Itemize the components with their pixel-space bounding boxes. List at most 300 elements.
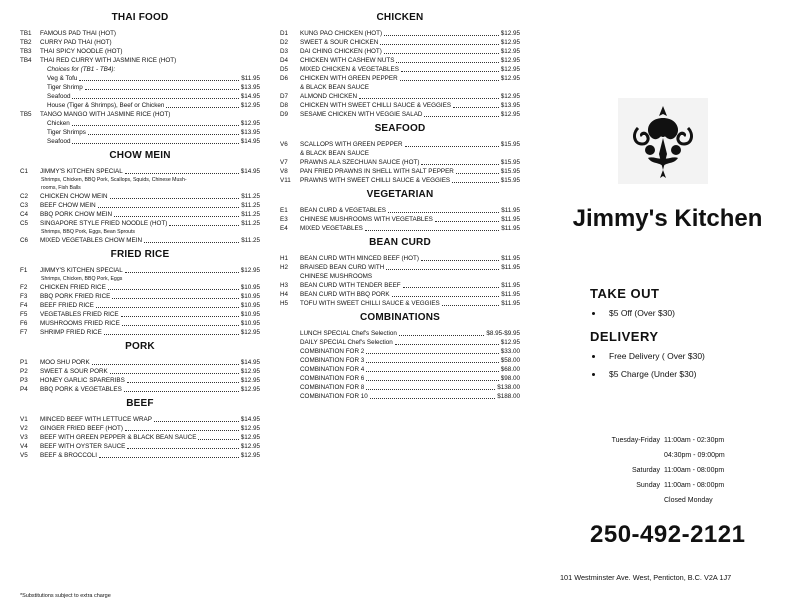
menu-item — [280, 263, 520, 272]
menu-column-left — [20, 12, 260, 460]
item-name: BEEF CHOW MEIN — [40, 202, 96, 209]
dot-leader — [384, 29, 499, 36]
item-name: BEAN CURD WITH MINCED BEEF (HOT) — [300, 255, 419, 262]
item-code: H5 — [280, 300, 289, 307]
menu-section — [280, 237, 520, 308]
item-name: CHINESE MUSHROOMS WITH VEGETABLES — [300, 216, 433, 223]
item-price: $8.95-$9.95 — [486, 330, 520, 337]
dot-leader — [124, 385, 239, 392]
hours-time: Closed Monday — [664, 497, 713, 504]
item-price: $15.95 — [500, 168, 520, 175]
dot-leader — [72, 119, 239, 126]
item-code: C1 — [20, 168, 29, 175]
dot-leader — [125, 424, 239, 431]
item-price: $11.25 — [241, 237, 260, 244]
bullet-icon — [592, 355, 595, 358]
menu-item — [280, 290, 520, 299]
item-code: D1 — [280, 30, 289, 37]
menu-item — [280, 110, 520, 119]
dot-leader — [359, 92, 499, 99]
item-code — [280, 347, 300, 356]
dot-leader — [198, 433, 238, 440]
item-name: Veg & Tofu — [47, 75, 78, 82]
menu-item — [20, 110, 260, 119]
hours-time: 04:30pm - 09:00pm — [664, 452, 725, 459]
hours-time: 11:00am - 08:00pm — [664, 467, 725, 474]
item-code: C2 — [20, 193, 29, 200]
delivery-item: $5 Charge (Under $30) — [592, 369, 696, 379]
menu-column-middle — [280, 12, 520, 401]
menu-item — [280, 176, 520, 185]
item-description: Shrimps, Chicken, BBQ Pork, Eggs — [41, 276, 123, 282]
item-name: COMBINATION FOR 8 — [300, 384, 365, 391]
item-price: $15.95 — [500, 141, 520, 148]
item-name: DAI CHING CHICKEN (HOT) — [300, 48, 382, 55]
dot-leader — [108, 283, 239, 290]
item-price: $11.95 — [501, 255, 520, 262]
dot-leader — [388, 206, 499, 213]
menu-item — [280, 356, 520, 365]
menu-item — [280, 74, 520, 83]
item-code: V3 — [20, 434, 28, 441]
item-price: $12.95 — [240, 267, 260, 274]
item-code: TB3 — [20, 48, 32, 55]
menu-item — [280, 299, 520, 308]
item-price: $12.95 — [240, 443, 260, 450]
dot-leader — [154, 415, 239, 422]
dot-leader — [405, 140, 499, 147]
menu-item — [20, 367, 260, 376]
section-title: SEAFOOD — [374, 123, 426, 134]
item-name: PAN FRIED PRAWNS IN SHELL WITH SALT PEPPER — [300, 168, 454, 175]
dot-leader — [104, 328, 239, 335]
menu-item — [280, 215, 520, 224]
item-code: C4 — [20, 211, 29, 218]
dot-leader — [127, 442, 238, 449]
item-name: & BLACK BEAN SAUCE — [300, 150, 369, 157]
item-price: $12.95 — [240, 425, 260, 432]
footnote: *Substitutions subject to extra charge — [20, 593, 111, 599]
item-name: HONEY GARLIC SPARERIBS — [40, 377, 125, 384]
dot-leader — [85, 83, 239, 90]
menu-item — [280, 392, 520, 401]
menu-item — [280, 383, 520, 392]
hours-time: 11:00am - 02:30pm — [664, 437, 725, 444]
item-price: $12.95 — [240, 452, 260, 459]
item-price: $12.95 — [500, 75, 520, 82]
item-price: $10.95 — [240, 302, 260, 309]
item-code — [280, 356, 300, 365]
item-price: $98.00 — [500, 375, 520, 382]
menu-item — [20, 283, 260, 292]
menu-item — [20, 119, 260, 128]
item-name: SCALLOPS WITH GREEN PEPPER — [300, 141, 403, 148]
item-price: $12.95 — [500, 93, 520, 100]
menu-item — [280, 47, 520, 56]
takeout-item: $5 Off (Over $30) — [592, 308, 675, 318]
hours-row — [560, 493, 760, 508]
section-title: PORK — [125, 341, 155, 352]
item-name: MUSHROOMS FRIED RICE — [40, 320, 120, 327]
item-price: $58.00 — [500, 357, 520, 364]
item-price: $13.95 — [240, 129, 260, 136]
item-price: $11.95 — [501, 264, 520, 271]
item-code: V8 — [280, 168, 288, 175]
item-name: PRAWNS ALA SZECHUAN SAUCE (HOT) — [300, 159, 420, 166]
dot-leader — [166, 101, 238, 108]
hours-row — [560, 433, 760, 448]
dot-leader — [424, 110, 498, 117]
menu-item — [20, 47, 260, 56]
menu-item — [20, 358, 260, 367]
dot-leader — [442, 299, 499, 306]
dot-leader — [79, 74, 239, 81]
item-name: COMBINATION FOR 6 — [300, 375, 365, 382]
menu-item — [280, 329, 520, 338]
item-name: JIMMY'S KITCHEN SPECIAL — [40, 168, 123, 175]
item-code: E1 — [280, 207, 288, 214]
item-code: D3 — [280, 48, 289, 55]
item-price: $14.95 — [240, 416, 260, 423]
item-code — [280, 83, 300, 92]
item-price: $68.00 — [500, 366, 520, 373]
choices-note: Choices for (TB1 - TB4): — [47, 66, 116, 73]
item-code: V11 — [280, 177, 291, 184]
item-price: $11.95 — [241, 75, 260, 82]
item-name: THAI SPICY NOODLE (HOT) — [40, 48, 123, 55]
item-price: $12.95 — [500, 66, 520, 73]
section-title: CHICKEN — [376, 12, 424, 23]
hours-row — [560, 478, 760, 493]
item-name: SINGAPORE STYLE FRIED NOODLE (HOT) — [40, 220, 168, 227]
item-code: H4 — [280, 291, 289, 298]
dot-leader — [399, 329, 485, 336]
item-name: Seafood — [47, 138, 71, 145]
menu-item — [280, 206, 520, 215]
dot-leader — [370, 392, 495, 399]
dot-leader — [127, 376, 239, 383]
dot-leader — [110, 367, 239, 374]
item-name: CHICKEN WITH SWEET CHILLI SAUCE & VEGGIES — [300, 102, 452, 109]
item-code: E4 — [280, 225, 288, 232]
menu-section — [280, 189, 520, 233]
item-price: $13.95 — [240, 84, 260, 91]
item-price: $12.95 — [240, 377, 260, 384]
hours-time: 11:00am - 08:00pm — [664, 482, 725, 489]
dot-leader — [72, 137, 238, 144]
floral-ornament-icon — [618, 98, 708, 184]
item-name: VEGETABLES FRIED RICE — [40, 311, 119, 318]
item-code: TB1 — [20, 30, 32, 37]
hours-day: Saturday — [631, 467, 660, 474]
item-code — [280, 149, 300, 158]
item-name: SESAME CHICKEN WITH VEGGIE SALAD — [300, 111, 423, 118]
item-code: F2 — [20, 284, 28, 291]
item-code: F7 — [20, 329, 28, 336]
item-price: $12.95 — [240, 386, 260, 393]
item-name: BRAISED BEAN CURD WITH — [300, 264, 385, 271]
item-name: BEEF & BROCCOLI — [40, 452, 98, 459]
item-name: FAMOUS PAD THAI (HOT) — [40, 30, 117, 37]
dot-leader — [112, 292, 238, 299]
menu-item — [280, 338, 520, 347]
menu-item — [280, 56, 520, 65]
item-price: $12.95 — [500, 48, 520, 55]
menu-item — [20, 56, 260, 65]
item-code: TB4 — [20, 57, 32, 64]
item-price: $11.25 — [241, 202, 260, 209]
item-name: TANGO MANGO WITH JASMINE RICE (HOT) — [40, 111, 171, 118]
menu-item — [280, 149, 520, 158]
item-description: rooms, Fish Balls — [41, 185, 81, 191]
item-code: F5 — [20, 311, 28, 318]
delivery-heading: DELIVERY — [590, 329, 659, 344]
dot-leader — [421, 254, 499, 261]
item-code: V2 — [20, 425, 28, 432]
item-price: $11.95 — [501, 225, 520, 232]
item-code: H1 — [280, 255, 289, 262]
item-price: $12.95 — [240, 329, 260, 336]
item-code: V6 — [280, 141, 288, 148]
item-name: CHINESE MUSHROOMS — [300, 273, 373, 280]
menu-item — [20, 219, 260, 228]
item-code: H2 — [280, 264, 289, 271]
dot-leader — [114, 210, 239, 217]
dot-leader — [125, 167, 239, 174]
dot-leader — [144, 236, 239, 243]
menu-item — [20, 424, 260, 433]
item-price: $11.25 — [241, 211, 260, 218]
menu-item — [20, 328, 260, 337]
menu-item — [280, 374, 520, 383]
item-price: $14.95 — [240, 359, 260, 366]
hours-day — [560, 448, 664, 463]
dot-leader — [366, 347, 498, 354]
menu-section — [280, 312, 520, 401]
item-name: Seafood — [47, 93, 71, 100]
menu-section — [20, 12, 260, 146]
item-name: BEEF WITH GREEN PEPPER & BLACK BEAN SAUCE — [40, 434, 197, 441]
dot-leader — [98, 201, 240, 208]
item-code — [280, 329, 300, 338]
address: 101 Westminster Ave. West, Penticton, B.C. V2A 1J7 — [560, 573, 732, 582]
item-code — [280, 374, 300, 383]
dot-leader — [452, 176, 499, 183]
menu-item — [20, 201, 260, 210]
restaurant-name: Jimmy's Kitchen — [572, 205, 763, 232]
dot-leader — [453, 101, 499, 108]
item-price: $12.95 — [240, 368, 260, 375]
item-price: $14.95 — [240, 138, 260, 145]
menu-item — [280, 65, 520, 74]
item-code: D5 — [280, 66, 289, 73]
menu-item — [280, 224, 520, 233]
bullet-icon — [592, 373, 595, 376]
item-name: BEAN CURD & VEGETABLES — [300, 207, 386, 214]
item-name: SWEET & SOUR CHICKEN — [300, 39, 379, 46]
item-name: BBQ PORK & VEGETABLES — [40, 386, 122, 393]
dot-leader — [366, 365, 498, 372]
item-name: MIXED CHICKEN & VEGETABLES — [300, 66, 399, 73]
item-price: $12.95 — [240, 120, 260, 127]
item-name: SHRIMP FRIED RICE — [40, 329, 102, 336]
item-code: P4 — [20, 386, 28, 393]
takeout-heading: TAKE OUT — [590, 286, 660, 301]
menu-item — [20, 301, 260, 310]
item-name: MIXED VEGETABLES — [300, 225, 363, 232]
dot-leader — [380, 38, 498, 45]
item-name: & BLACK BEAN SAUCE — [300, 84, 369, 91]
menu-item — [20, 385, 260, 394]
opening-hours — [560, 433, 760, 508]
hours-row — [560, 463, 760, 478]
section-title: BEEF — [126, 398, 154, 409]
hours-day: Sunday — [636, 482, 660, 489]
hours-day: Tuesday-Friday — [611, 437, 660, 444]
item-code — [280, 365, 300, 374]
item-description: Shrimps, BBQ Pork, Eggs, Bean Sprouts — [41, 229, 135, 235]
item-name: BEEF WITH OYSTER SAUCE — [40, 443, 126, 450]
section-title: BEAN CURD — [369, 237, 431, 248]
item-code — [280, 272, 300, 281]
menu-item — [20, 415, 260, 424]
item-code: P3 — [20, 377, 28, 384]
delivery-item: Free Delivery ( Over $30) — [592, 351, 705, 361]
dot-leader — [169, 219, 239, 226]
item-price: $10.95 — [240, 284, 260, 291]
item-code: F3 — [20, 293, 28, 300]
item-price: $10.95 — [240, 293, 260, 300]
item-price: $10.95 — [240, 320, 260, 327]
item-name: ALMOND CHICKEN — [300, 93, 358, 100]
item-code: C6 — [20, 237, 29, 244]
item-code: C3 — [20, 202, 29, 209]
menu-item — [280, 281, 520, 290]
item-price: $138.00 — [497, 384, 520, 391]
item-price: $15.95 — [500, 159, 520, 166]
menu-item — [20, 376, 260, 385]
dot-leader — [435, 215, 499, 222]
dot-leader — [121, 310, 239, 317]
item-price: $12.95 — [500, 57, 520, 64]
menu-item — [20, 442, 260, 451]
item-name: COMBINATION FOR 2 — [300, 348, 365, 355]
item-code: H3 — [280, 282, 289, 289]
item-name: CURRY PAD THAI (HOT) — [40, 39, 112, 46]
menu-item — [20, 451, 260, 460]
menu-item — [280, 29, 520, 38]
dot-leader — [401, 65, 499, 72]
item-price: $188.00 — [497, 393, 520, 400]
menu-item — [20, 292, 260, 301]
item-name: JIMMY'S KITCHEN SPECIAL — [40, 267, 123, 274]
item-code: F4 — [20, 302, 28, 309]
menu-item — [20, 167, 260, 176]
item-code: TB2 — [20, 39, 32, 46]
item-name: DAILY SPECIAL Chef's Selection — [300, 339, 393, 346]
dot-leader — [366, 383, 495, 390]
item-price: $15.95 — [500, 177, 520, 184]
hours-row — [560, 448, 760, 463]
menu-item — [20, 92, 260, 101]
item-price: $11.95 — [501, 216, 520, 223]
item-price: $11.25 — [241, 220, 260, 227]
menu-item — [20, 101, 260, 110]
menu-item — [20, 192, 260, 201]
item-name: COMBINATION FOR 4 — [300, 366, 365, 373]
item-price: $13.95 — [500, 102, 520, 109]
item-name: COMBINATION FOR 10 — [300, 393, 368, 400]
dot-leader — [384, 47, 499, 54]
item-code: D4 — [280, 57, 289, 64]
section-title: THAI FOOD — [111, 12, 169, 23]
item-code: C5 — [20, 220, 29, 227]
item-name: BEEF FRIED RICE — [40, 302, 94, 309]
dot-leader — [365, 224, 499, 231]
item-code: D8 — [280, 102, 289, 109]
item-code: V4 — [20, 443, 28, 450]
item-name: MINCED BEEF WITH LETTUCE WRAP — [40, 416, 152, 423]
hours-day — [560, 493, 664, 508]
menu-section — [20, 150, 260, 245]
menu-item — [20, 236, 260, 245]
item-name: BEAN CURD WITH TENDER BEEF — [300, 282, 401, 289]
section-title: VEGETARIAN — [366, 189, 434, 200]
item-price: $12.95 — [240, 434, 260, 441]
item-price: $11.25 — [241, 193, 260, 200]
menu-section — [20, 398, 260, 460]
item-name: CHICKEN WITH CASHEW NUTS — [300, 57, 395, 64]
item-code: P2 — [20, 368, 28, 375]
section-title: CHOW MEIN — [109, 150, 171, 161]
item-code: V1 — [20, 416, 28, 423]
item-name: GINGER FRIED BEEF (HOT) — [40, 425, 123, 432]
item-name: PRAWNS WITH SWEET CHILLI SAUCE & VEGGIES — [300, 177, 451, 184]
item-name: SWEET & SOUR PORK — [40, 368, 108, 375]
menu-item — [20, 137, 260, 146]
item-name: House (Tiger & Shrimps), Beef or Chicken — [47, 102, 165, 109]
bullet-icon — [592, 312, 595, 315]
menu-item — [20, 83, 260, 92]
dot-leader — [125, 266, 239, 273]
item-description: Shrimps, Chicken, BBQ Pork, Scallops, Squids, Chinese Mush- — [41, 177, 187, 183]
dot-leader — [456, 167, 499, 174]
dot-leader — [396, 56, 498, 63]
item-price: $11.95 — [501, 291, 520, 298]
menu-item — [280, 140, 520, 149]
menu-item — [280, 158, 520, 167]
menu-item — [20, 74, 260, 83]
dot-leader — [403, 281, 500, 288]
item-name: Chicken — [47, 120, 70, 127]
item-price: $12.95 — [500, 339, 520, 346]
menu-item — [280, 365, 520, 374]
menu-section — [20, 341, 260, 394]
dot-leader — [395, 338, 499, 345]
item-name: MIXED VEGETABLES CHOW MEIN — [40, 237, 143, 244]
section-title: COMBINATIONS — [360, 312, 440, 323]
dot-leader — [96, 301, 239, 308]
item-price: $14.95 — [240, 93, 260, 100]
item-name: MOO SHU PORK — [40, 359, 90, 366]
item-code: D9 — [280, 111, 289, 118]
item-code: F1 — [20, 267, 28, 274]
item-name: THAI RED CURRY WITH JASMINE RICE (HOT) — [40, 57, 177, 64]
item-price: $14.95 — [240, 168, 260, 175]
item-code: TB5 — [20, 111, 32, 118]
menu-item — [280, 92, 520, 101]
item-name: Tiger Shrimp — [47, 84, 83, 91]
